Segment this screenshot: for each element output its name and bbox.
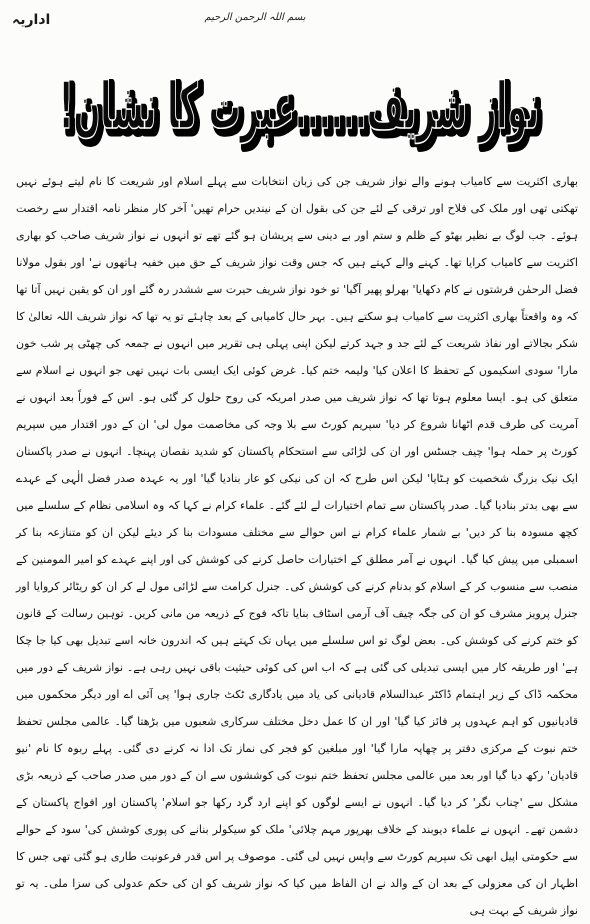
article-body <box>16 168 579 917</box>
body-line: پرویز مشرف کو ان کی جگہ چیف آف آرمی اسٹاف بنایا تاکہ فوج کے ذریعہ من مانی کریں۔ توہین رسالت کے قانون کو ختم کرنے کی کوشش کی۔ بعض لوگ <box>16 607 579 647</box>
headline <box>45 52 555 160</box>
body-line: اقتدار میں سپریم کورٹ پر حملہ ہوا' چیف جسٹس اور ان کی لڑائی سے استحکام پاکستان کو شدید نقصان پہنچا۔ انہوں نے صدر پاکستان ایک نیک بزرگ <box>16 418 578 485</box>
body-line: امیر المومنین کے منصب سے منسوب کر کے اسلام کو بدنام کرنے کی کوشش کی۔ جنرل کرامت سے لڑائی مول لے کر ان کو ریٹائر کروایا اور جنرل <box>16 553 578 620</box>
bismillah: بسم اللہ الرحمن الرحیم <box>204 12 306 23</box>
body-line: بجالاتے اور نفاذ شریعت کے لئے جد و جہد کرتے لیکن اپنی پہلی ہی تقریر میں انہوں نے جمعہ کی چھٹی پر شب خون مارا' سودی اسکیموں کے تحفظ کا <box>16 337 578 377</box>
body-line: ملک کی فلاح اور ترقی کے لئے جن کی بقول ان کے نیندیں حرام تھیں' آخر کار منظر نامہ اقتدار سے رخصت ہوئے۔ جب لوگ بے نظیر بھٹو کے ظلم و <box>16 202 579 242</box>
body-line: کی' سود کے حوالے سے حکومتی اپیل ابھی تک سپریم کورٹ سے واپس نہیں لی گئی۔ موصوف پر اس قدر فرعونیت طاری ہو گئی تھی <box>16 823 578 863</box>
body-line: اعلان کیا' ولیمہ ختم کیا۔ غرض کوئی ایک ایسی بات نہیں تھی جو انہوں نے اسلام سے متعلق کی ہو۔ ایسا معلوم ہوتا تھا کہ نواز شریف میں صدر امریکہ <box>16 364 578 404</box>
headline-text: نواز شریف......عبرت کا نشان! <box>59 70 539 144</box>
body-line: بھاری اکثریت سے کامیاب ہونے والے نواز شریف جن کی زبان انتخابات سے پہلے اسلام اور شریعت کا نام لیتے ہوئے نہیں تھکتی تھی اور <box>16 175 578 215</box>
body-line: جس کا اظہار ان کی معزولی کے بعد ان کے والد نے ان الفاظ میں کیا کہ نواز شریف کو ان کی حکم عدولی کی سزا ملی۔ یہ تو نواز شریف کے بہت ہی <box>16 850 578 917</box>
body-line: مسودات بنا کر دیئے لیکن ان کو متنازعہ بنا کر اسمبلی میں پیش کیا گیا۔ انہوں نے آمر مطلق کے اختیارات حاصل کرنے کی کوشش کی اور اپنے عہدے کو <box>16 526 578 566</box>
body-line: گئے اور ان کو یقین نہیں آتا تھا کہ وہ واقعتاً بھاری اکثریت سے کامیاب ہو سکتے ہیں۔ بہر حال کامیابی کے بعد چاہئے تو یہ تھا کہ نواز شریف اللہ تعالیٰ کا شکر <box>16 283 578 350</box>
body-line: شریف کے حق میں خفیہ ہاتھوں نے' اور بقول مولانا فضل الرحمٰن فرشتوں نے کام دکھایا' بھرلو پھیر آگیا' تو خود نواز شریف حیرت سے ششدر رہ <box>16 256 578 296</box>
body-line: تحفظ ختم نبوت کی کوششوں سے ان کے دور میں صدر صاحب کے ذریعہ بڑی مشکل سے 'چناب نگر' کر دیا گیا۔ انہوں نے ایسے لوگوں کو اپنے <box>16 769 578 809</box>
body-line: تو اس سلسلے میں یہاں تک کہتے ہیں کہ اندرون خانہ اسے تبدیل بھی کیا جا چکا ہے' اور طریقہ کار میں ایسی تبدیلی کی گئی ہے کہ اب اس کی کوئی حیثیت <box>16 634 578 674</box>
headline-shadow: نواز شریف......عبرت کا نشان! <box>63 74 543 148</box>
body-line: باقی نہیں رہی ہے۔ نواز شریف کے دور میں محکمہ ڈاک کے زیر اہتمام ڈاکٹر عبدالسلام قادیانی کی یاد میں یادگاری ٹکٹ جاری ہوا' پی آئی اے اور دیگر <box>16 661 579 701</box>
body-line: ختم نبوت کے مرکزی دفتر پر چھاپہ مارا گیا' اور مبلغین کو فجر کی نماز تک ادا نہ کرنے دی گئی۔ پہلے ربوہ کا نام 'نیو قادیان' رکھ دیا گیا اور بعد میں عالمی مجلس <box>16 742 579 782</box>
body-line: محکموں میں قادیانیوں کو اہم عہدوں پر فائز کیا گیا' اور ان کا عمل دخل مختلف سرکاری شعبوں میں بڑھتا گیا۔ عالمی مجلس تحفظ <box>16 688 578 728</box>
body-line: ارد گرد رکھا جو اسلام' پاکستان اور افواج پاکستان کے دشمن تھے۔ انہوں نے علماء دیوبند کے خلاف بھرپور مہم چلائی' ملک کو سیکولر بنانے کی پوری کوشش <box>16 796 579 836</box>
body-line: کی روح حلول کر گئی ہو۔ اس کے فوراً بعد انہوں نے آمریت کی طرف قدم اٹھانا شروع کر دیا' سپریم کورٹ سے بلا وجہ کی مخاصمت مول لی' ان کے دور <box>16 391 579 431</box>
body-line: اختیارات لے لئے گئے۔ علماء کرام نے کہا کہ وہ اسلامی نظام کے سلسلے میں کچھ مسودہ بنا کر دیں' بے شمار علماء کرام نے اس حوالے سے مختلف <box>16 499 578 539</box>
body-line: ستم اور بے دینی سے پریشان ہو گئے تھے تو انہوں نے نواز شریف صاحب کو بھاری اکثریت سے کامیاب کرایا تھا۔ کہنے والے کہتے ہیں کہ جس وقت نواز <box>16 229 578 269</box>
section-label: اداریہ <box>12 12 51 28</box>
body-line: شخصیت کو ہٹایا' لیکن اس طرح کہ ان کی نیکی کو عار بنادیا گیا' اور یہ عہدہ صدر فضل الٰہی کے عہدے سے بھی بدتر بنادیا گیا۔ صدر پاکستان سے تمام <box>16 472 579 512</box>
